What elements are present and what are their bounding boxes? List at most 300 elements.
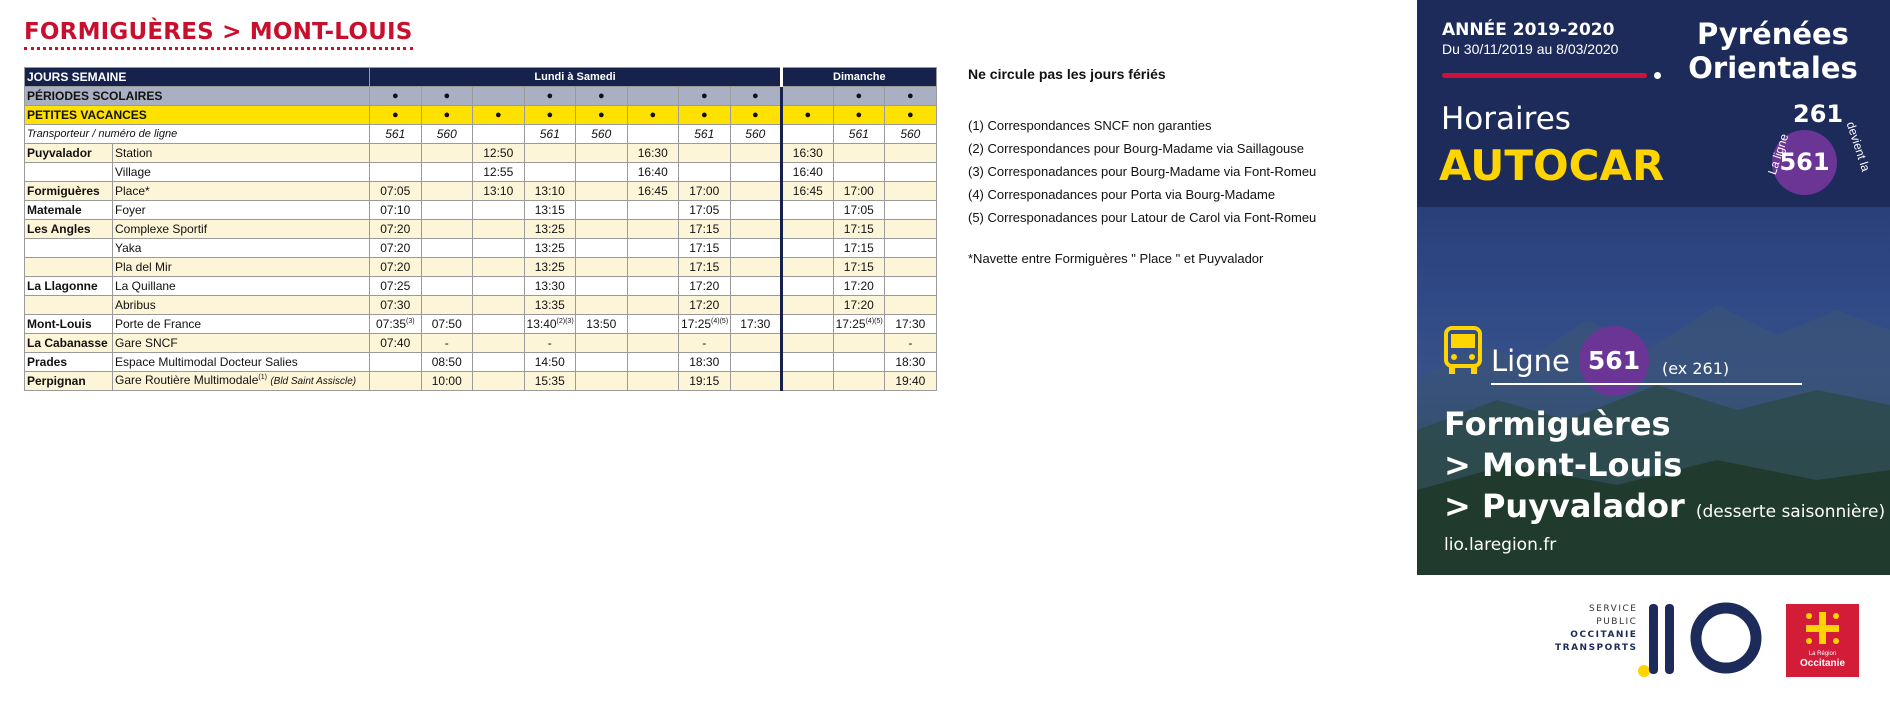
old-line-number: 261 [1793, 100, 1844, 128]
devient-la-text: devient la [1843, 120, 1873, 174]
time-cell [473, 372, 525, 391]
time-cell [833, 163, 885, 182]
time-cell [421, 334, 473, 353]
time-cell [421, 220, 473, 239]
time-cell [524, 201, 576, 220]
place-label: La Quillane [115, 279, 176, 293]
time-cell [782, 201, 834, 220]
time-cell [679, 182, 731, 201]
time-cell [524, 163, 576, 182]
time-value: 17:15 [689, 260, 720, 274]
line-number-cell: 561 [833, 125, 885, 144]
stop-name: Formiguères [25, 182, 113, 201]
footnote-ref: (3) [406, 318, 415, 325]
table-row [25, 277, 937, 296]
time-cell [524, 277, 576, 296]
service-dot: ● [679, 106, 731, 125]
place-label: Village [115, 165, 151, 179]
time-cell [730, 220, 782, 239]
year-label: ANNÉE 2019-2020 [1442, 20, 1615, 40]
red-bar-dot [1654, 72, 1661, 79]
time-cell [576, 277, 628, 296]
time-value: 13:25 [534, 241, 565, 255]
time-cell [730, 296, 782, 315]
time-value: 12:50 [483, 146, 514, 160]
lio-logo [1636, 598, 1768, 680]
time-cell [627, 334, 679, 353]
footnote: (4) Corresponadances pour Porta via Bourg-Madame [968, 187, 1276, 202]
time-value: 13:30 [534, 279, 565, 293]
stop-name [25, 239, 113, 258]
time-cell [782, 315, 834, 334]
time-cell [782, 163, 834, 182]
time-cell [833, 277, 885, 296]
time-value: 13:50 [586, 317, 617, 331]
line-number-cell: 561 [524, 125, 576, 144]
time-cell [576, 163, 628, 182]
service-dot: ● [833, 106, 885, 125]
la-ligne-text: La ligne [1765, 132, 1792, 177]
time-cell [782, 144, 834, 163]
time-cell [627, 163, 679, 182]
cover-panel [1417, 0, 1890, 575]
stop-name: Matemale [25, 201, 113, 220]
autocar-label: AUTOCAR [1439, 141, 1665, 190]
time-value: 17:30 [895, 317, 926, 331]
footnote: (5) Corresponadances pour Latour de Carol via Font-Romeu [968, 210, 1317, 225]
time-cell [576, 239, 628, 258]
time-cell [421, 296, 473, 315]
table-row [25, 163, 937, 182]
stop-name [25, 296, 113, 315]
time-cell [370, 277, 422, 296]
place-label: Station [115, 146, 153, 160]
stop-name: Puyvalador [25, 144, 113, 163]
time-cell [421, 277, 473, 296]
stop-name: Prades [25, 353, 113, 372]
service-dot [473, 87, 525, 106]
time-cell [576, 353, 628, 372]
time-cell [782, 182, 834, 201]
time-cell [370, 220, 422, 239]
time-cell [370, 353, 422, 372]
ligne-underline [1491, 383, 1802, 385]
page-title: FORMIGUÈRES > MONT-LOUIS [24, 18, 413, 50]
time-cell [885, 334, 937, 353]
time-cell [885, 277, 937, 296]
table-row [25, 220, 937, 239]
time-value: 07:20 [380, 222, 411, 236]
time-cell [473, 201, 525, 220]
time-value: 18:30 [895, 355, 926, 369]
place-label: Gare Routière Multimodale [115, 373, 259, 387]
service-dot: ● [782, 106, 834, 125]
time-cell [473, 239, 525, 258]
stop-place [113, 163, 370, 182]
time-value: 19:40 [895, 374, 926, 388]
time-cell [421, 353, 473, 372]
table-row [25, 201, 937, 220]
time-value: 17:20 [843, 298, 874, 312]
time-cell [730, 372, 782, 391]
time-cell [370, 372, 422, 391]
time-cell [885, 258, 937, 277]
time-cell [679, 372, 731, 391]
stop-place [113, 353, 370, 372]
time-value: 07:05 [380, 184, 411, 198]
time-cell [833, 239, 885, 258]
horaires-label: Horaires [1441, 101, 1571, 137]
table-header-row [25, 68, 937, 87]
time-value: 07:20 [380, 260, 411, 274]
time-cell [473, 334, 525, 353]
time-cell [473, 144, 525, 163]
time-cell [576, 372, 628, 391]
place-label: Place* [115, 184, 150, 198]
time-cell [679, 334, 731, 353]
time-value: 13:25 [534, 222, 565, 236]
time-cell [679, 163, 731, 182]
time-cell [524, 296, 576, 315]
region-name-label: Occitanie [1799, 658, 1846, 669]
time-cell [421, 144, 473, 163]
time-cell [627, 315, 679, 334]
time-value: 16:45 [792, 184, 823, 198]
time-cell [421, 201, 473, 220]
time-cell [421, 239, 473, 258]
time-value: 17:15 [843, 222, 874, 236]
time-cell [782, 258, 834, 277]
time-value: 14:50 [534, 355, 565, 369]
place-label: Yaka [115, 241, 142, 255]
time-value: 17:05 [689, 203, 720, 217]
time-cell [833, 315, 885, 334]
stop-name: Mont-Louis [25, 315, 113, 334]
time-cell [885, 239, 937, 258]
time-cell [576, 201, 628, 220]
time-cell [370, 334, 422, 353]
stop-name [25, 258, 113, 277]
time-value: 07:20 [380, 241, 411, 255]
row-label: PETITES VACANCES [25, 106, 370, 125]
service-dot: ● [885, 87, 937, 106]
time-cell [627, 372, 679, 391]
line-number-cell: 560 [885, 125, 937, 144]
time-value: 07:35 [375, 317, 406, 331]
time-cell [782, 239, 834, 258]
time-cell [524, 372, 576, 391]
time-cell [679, 144, 731, 163]
time-cell [576, 220, 628, 239]
time-cell [370, 144, 422, 163]
time-cell [730, 277, 782, 296]
time-cell [627, 277, 679, 296]
time-cell [524, 315, 576, 334]
time-cell [524, 182, 576, 201]
time-cell [730, 163, 782, 182]
line-number-cell: 560 [730, 125, 782, 144]
svc-line: OCCITANIE [1570, 630, 1638, 640]
table-row [25, 182, 937, 201]
time-value: 13:40 [526, 317, 557, 331]
time-cell [473, 315, 525, 334]
place-label: Espace Multimodal Docteur Salies [115, 355, 298, 369]
time-cell [833, 258, 885, 277]
date-range: Du 30/11/2019 au 8/03/2020 [1442, 41, 1619, 57]
footnote-ref: (2)(3) [556, 318, 574, 325]
time-cell [885, 296, 937, 315]
line-numbers-row [25, 125, 937, 144]
time-cell [833, 201, 885, 220]
service-dot [782, 87, 834, 106]
line-number-cell [782, 125, 834, 144]
service-dot: ● [370, 87, 422, 106]
time-cell [730, 201, 782, 220]
route-destination-name: > Puyvalador [1444, 487, 1685, 525]
time-cell [782, 372, 834, 391]
time-value: 17:15 [843, 260, 874, 274]
time-cell [473, 353, 525, 372]
time-value: 13:10 [534, 184, 565, 198]
time-cell [885, 372, 937, 391]
table-row [25, 334, 937, 353]
time-cell [782, 334, 834, 353]
time-cell [679, 201, 731, 220]
place-label: Pla del Mir [115, 260, 172, 274]
service-dot: ● [833, 87, 885, 106]
svc-line: PUBLIC [1596, 617, 1638, 627]
time-value: 07:50 [431, 317, 462, 331]
time-cell [370, 182, 422, 201]
time-value: 17:15 [689, 222, 720, 236]
time-cell [473, 182, 525, 201]
region-occitanie-logo [1786, 604, 1859, 677]
time-cell [679, 315, 731, 334]
time-value: 07:40 [380, 336, 411, 350]
time-cell [576, 334, 628, 353]
time-value: 10:00 [431, 374, 462, 388]
time-cell [627, 182, 679, 201]
time-cell [885, 353, 937, 372]
service-dot: ● [524, 106, 576, 125]
time-cell [576, 182, 628, 201]
footnote: (3) Corresponadances pour Bourg-Madame via Font-Romeu [968, 164, 1317, 179]
time-value: 19:15 [689, 374, 720, 388]
time-cell [370, 296, 422, 315]
time-value: 13:35 [534, 298, 565, 312]
stop-place [113, 296, 370, 315]
service-dot: ● [679, 87, 731, 106]
time-cell [679, 258, 731, 277]
time-cell [730, 353, 782, 372]
time-cell [576, 258, 628, 277]
time-value: 15:35 [534, 374, 565, 388]
time-cell [730, 258, 782, 277]
time-value: 17:05 [843, 203, 874, 217]
route-stop: > Mont-Louis [1444, 446, 1683, 484]
time-cell [885, 144, 937, 163]
svc-line: SERVICE [1589, 604, 1638, 614]
time-cell [421, 258, 473, 277]
time-cell [627, 239, 679, 258]
time-value: 13:25 [534, 260, 565, 274]
bus-icon [1444, 326, 1482, 376]
time-value: 13:10 [483, 184, 514, 198]
time-cell [782, 277, 834, 296]
svc-line: TRANSPORTS [1555, 643, 1638, 653]
time-cell [885, 182, 937, 201]
place-label: Foyer [115, 203, 146, 217]
time-cell [370, 239, 422, 258]
time-cell [627, 220, 679, 239]
time-cell [679, 353, 731, 372]
route-seasonal-note: (desserte saisonnière) [1695, 502, 1886, 522]
service-dot: ● [421, 106, 473, 125]
place-label: Complexe Sportif [115, 222, 208, 236]
days-header: JOURS SEMAINE [25, 68, 370, 87]
service-dot: ● [576, 106, 628, 125]
time-cell [730, 239, 782, 258]
time-cell [885, 220, 937, 239]
time-cell [370, 315, 422, 334]
time-cell [421, 182, 473, 201]
line-number-cell [627, 125, 679, 144]
time-cell [833, 144, 885, 163]
row-label: Transporteur / numéro de ligne [25, 125, 370, 144]
weekday-group-header: Lundi à Samedi [370, 68, 782, 87]
occitan-cross-icon [1786, 604, 1859, 651]
time-value: 16:45 [637, 184, 668, 198]
stop-name: Perpignan [25, 372, 113, 391]
petites-vacances-row [25, 106, 937, 125]
time-cell [473, 258, 525, 277]
time-cell [473, 220, 525, 239]
time-cell [885, 163, 937, 182]
time-cell [730, 334, 782, 353]
service-dot: ● [524, 87, 576, 106]
time-value: 17:20 [689, 279, 720, 293]
place-detail: (Bld Saint Assiscle) [270, 376, 357, 387]
time-value: 17:20 [689, 298, 720, 312]
time-value: - [908, 336, 913, 350]
stop-name: La Cabanasse [25, 334, 113, 353]
line-number-cell: 561 [679, 125, 731, 144]
service-dot: ● [421, 87, 473, 106]
time-value: 17:25 [835, 317, 866, 331]
time-cell [782, 353, 834, 372]
time-value: 08:50 [431, 355, 462, 369]
stop-name: Les Angles [25, 220, 113, 239]
navette-note: *Navette entre Formiguères " Place " et Puyvalador [968, 251, 1264, 266]
footnote-ref: (4)(5) [711, 318, 729, 325]
line-number-cell: 561 [370, 125, 422, 144]
time-cell [473, 163, 525, 182]
table-row [25, 258, 937, 277]
ex-line-label: (ex 261) [1662, 359, 1730, 378]
table-row [25, 353, 937, 372]
service-dot: ● [730, 106, 782, 125]
stop-name [25, 163, 113, 182]
department-name [1673, 17, 1873, 85]
time-cell [421, 315, 473, 334]
time-value: 17:15 [689, 241, 720, 255]
timetable [24, 67, 936, 391]
time-cell [370, 201, 422, 220]
time-cell [679, 277, 731, 296]
time-cell [576, 296, 628, 315]
ligne-label: Ligne [1491, 344, 1570, 378]
service-dot: ● [370, 106, 422, 125]
time-value: 17:25 [681, 317, 712, 331]
time-cell [679, 220, 731, 239]
holiday-note: Ne circule pas les jours fériés [968, 66, 1166, 82]
time-cell [421, 163, 473, 182]
route-title [1444, 404, 1885, 533]
stop-place [113, 239, 370, 258]
time-cell [627, 296, 679, 315]
time-cell [524, 353, 576, 372]
time-value: 07:10 [380, 203, 411, 217]
time-cell [885, 315, 937, 334]
time-cell [370, 258, 422, 277]
time-value: 12:55 [483, 165, 514, 179]
time-value: 17:00 [843, 184, 874, 198]
stop-place [113, 334, 370, 353]
region-small-label: La Région [1808, 651, 1837, 657]
time-value: 17:30 [740, 317, 771, 331]
time-cell [782, 220, 834, 239]
time-cell [679, 239, 731, 258]
time-cell [833, 353, 885, 372]
time-cell [730, 144, 782, 163]
footnote-ref: (4)(5) [865, 318, 883, 325]
time-cell [833, 372, 885, 391]
time-value: 16:30 [792, 146, 823, 160]
time-value: 18:30 [689, 355, 720, 369]
time-value: 16:40 [792, 165, 823, 179]
time-cell [627, 201, 679, 220]
time-cell [524, 334, 576, 353]
service-dot: ● [473, 106, 525, 125]
time-cell [833, 182, 885, 201]
time-cell [576, 144, 628, 163]
stop-place [113, 372, 370, 391]
time-value: 17:20 [843, 279, 874, 293]
time-cell [833, 296, 885, 315]
stop-place [113, 144, 370, 163]
time-cell [421, 372, 473, 391]
place-label: Gare SNCF [115, 336, 178, 350]
website-link[interactable]: lio.laregion.fr [1444, 535, 1557, 555]
table-row [25, 315, 937, 334]
time-value: 17:00 [689, 184, 720, 198]
stop-name: La Llagonne [25, 277, 113, 296]
route-destination [1444, 486, 1885, 533]
time-cell [679, 296, 731, 315]
place-label: Porte de France [115, 317, 202, 331]
stop-place [113, 182, 370, 201]
notes [968, 63, 1316, 270]
service-public-label [1555, 603, 1637, 655]
time-cell [627, 258, 679, 277]
time-cell [885, 201, 937, 220]
stop-place [113, 220, 370, 239]
time-cell [524, 239, 576, 258]
time-cell [833, 334, 885, 353]
time-value: 17:15 [843, 241, 874, 255]
time-cell [370, 163, 422, 182]
time-cell [730, 182, 782, 201]
